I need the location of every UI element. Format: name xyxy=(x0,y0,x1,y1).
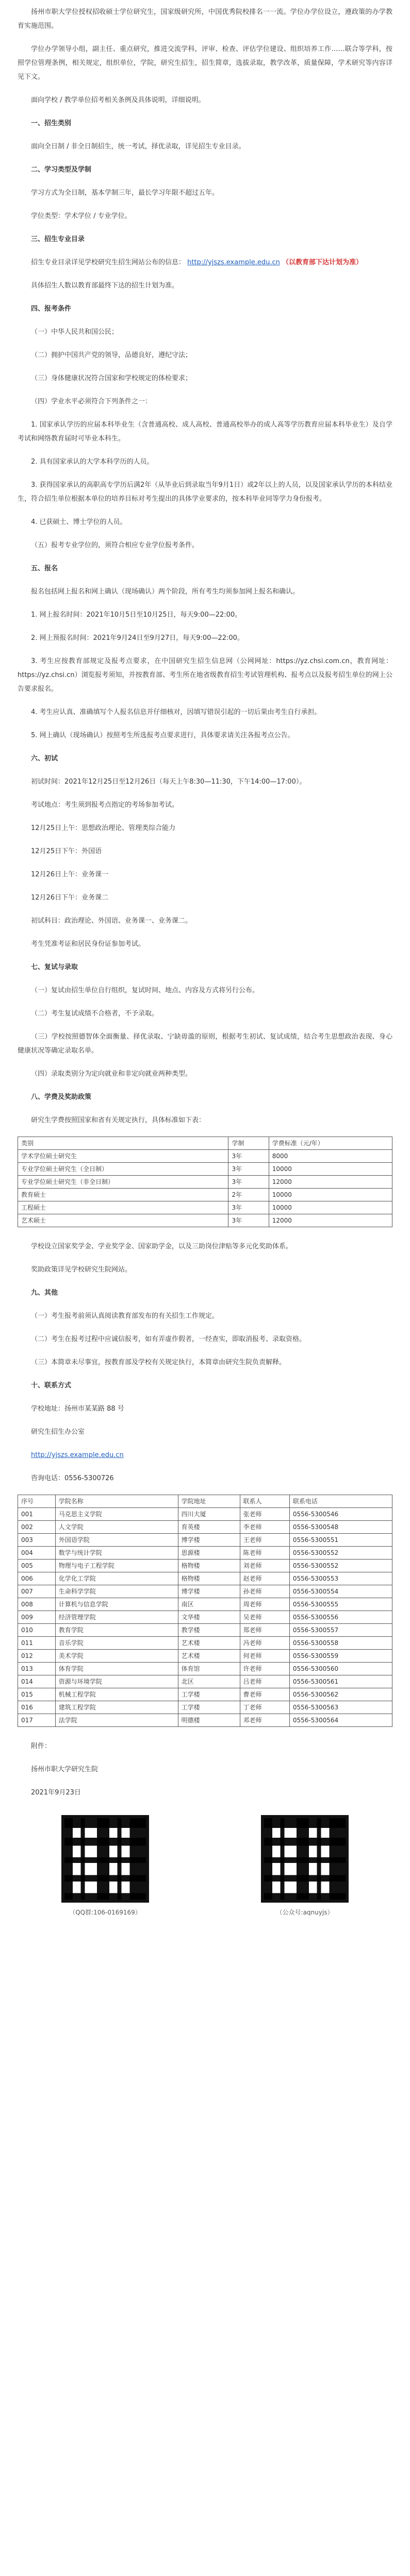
section5-paragraph-5: 4. 考生应认真、准确填写个人报名信息并仔细核对，因填写错误引起的一切后果由考生自行承担。 xyxy=(31,708,321,716)
table-cell: 数学与统计学院 xyxy=(55,1547,178,1560)
section6-paragraph-3: 初试科目：政治理论、外国语、业务课一、业务课二。 xyxy=(31,917,192,925)
table-row xyxy=(18,1714,392,1727)
table-cell: 0556-5300546 xyxy=(289,1508,392,1521)
table-cell: 12000 xyxy=(269,1214,392,1227)
table-cell: 体育学院 xyxy=(55,1663,178,1675)
section-heading-2: 二、学习类型及学制 xyxy=(31,166,92,174)
section4-paragraph-2: （二）拥护中国共产党的领导，品德良好，遵纪守法； xyxy=(31,351,192,359)
table-cell: 吕老师 xyxy=(240,1675,289,1688)
section5-paragraph-2: 1. 网上报名时间：2021年10月5日至10月25日，每天9:00—22:00。 xyxy=(31,611,242,619)
section5-paragraph-6: 5. 网上确认（现场确认）按照考生所选报考点要求进行，具体要求请关注各报考点公告。 xyxy=(31,732,294,739)
table-cell: 003 xyxy=(18,1534,56,1547)
table-cell: 004 xyxy=(18,1547,56,1560)
section9-paragraph-2: （二）考生在报考过程中应诚信报考，如有弄虚作假者，一经查实，即取消报考、录取资格。 xyxy=(31,1335,306,1343)
table-header-cell: 学制 xyxy=(228,1137,269,1150)
section4-paragraph-7: 3. 获得国家承认的高职高专学历后满2年（从毕业后到录取当年9月1日）或2年以上的人员，以及国家承认学历的本科结业生，符合招生单位根据本单位的培养目标对考生提出的具体学业要求的，按本科毕业同等学力身份报考。 xyxy=(18,481,392,503)
table-cell: 0556-5300558 xyxy=(289,1637,392,1650)
table-cell: 艺术楼 xyxy=(178,1637,240,1650)
table-cell: 陈老师 xyxy=(240,1547,289,1560)
section8-paragraph-2: 学校设立国家奖学金、学业奖学金、国家助学金，以及三助岗位津贴等多元化奖助体系。 xyxy=(31,1243,293,1250)
table-cell: 0556-5300559 xyxy=(289,1650,392,1663)
table-cell: 0556-5300551 xyxy=(289,1534,392,1547)
red-note: （以教育部下达计划为准） xyxy=(282,259,363,266)
table-row xyxy=(18,1560,392,1572)
section7-paragraph-3: （三）学校按照德智体全面衡量、择优录取、宁缺毋滥的原则，根据考生初试、复试成绩，结合考生思想政治表现、身心健康状况等确定录取名单。 xyxy=(18,1033,392,1055)
table-cell: 冯老师 xyxy=(240,1637,289,1650)
table-cell: 0556-5300552 xyxy=(289,1547,392,1560)
table-cell: 016 xyxy=(18,1701,56,1714)
table-cell: 007 xyxy=(18,1585,56,1598)
table-row xyxy=(18,1572,392,1585)
table-cell: 001 xyxy=(18,1508,56,1521)
section3-paragraph-1 xyxy=(18,256,392,269)
table-cell: 工学楼 xyxy=(178,1701,240,1714)
table-row xyxy=(18,1189,392,1201)
section8-paragraph-3: 奖助政策详见学校研究生院网站。 xyxy=(31,1266,132,1274)
table-cell: 育英楼 xyxy=(178,1521,240,1534)
table-cell: 资源与环境学院 xyxy=(55,1675,178,1688)
table-cell: 丁老师 xyxy=(240,1701,289,1714)
table-cell: 计算机与信息学院 xyxy=(55,1598,178,1611)
table-cell: 物理与电子工程学院 xyxy=(55,1560,178,1572)
table-cell: 0556-5300562 xyxy=(289,1688,392,1701)
schedule-item-3: 12月26日上午：业务课一 xyxy=(31,871,109,878)
closing-date: 2021年9月23日 xyxy=(31,1789,81,1797)
table-row xyxy=(18,1663,392,1675)
section-heading-9: 九、其他 xyxy=(31,1289,58,1297)
section-heading-3: 三、招生专业目录 xyxy=(31,235,85,243)
table-cell: 017 xyxy=(18,1714,56,1727)
table-cell: 3年 xyxy=(228,1163,269,1176)
table-cell: 0556-5300553 xyxy=(289,1572,392,1585)
section6-paragraph-4: 考生凭准考证和居民身份证参加考试。 xyxy=(31,940,145,948)
wechat-account-qr xyxy=(217,1815,392,1917)
table-cell: 明德楼 xyxy=(178,1714,240,1727)
table-header-cell: 学费标准（元/年） xyxy=(269,1137,392,1150)
table-cell: 3年 xyxy=(228,1150,269,1163)
section-heading-4: 四、报考条件 xyxy=(31,305,72,313)
schedule-item-2: 12月25日下午：外国语 xyxy=(31,848,102,855)
table-cell: 王老师 xyxy=(240,1534,289,1547)
table-cell: 10000 xyxy=(269,1201,392,1214)
section-heading-6: 六、初试 xyxy=(31,755,58,762)
table-cell: 012 xyxy=(18,1650,56,1663)
table-cell: 博学楼 xyxy=(178,1534,240,1547)
phone-line: 咨询电话：0556-5300726 xyxy=(31,1475,114,1482)
table-header-row xyxy=(18,1137,392,1150)
section4-paragraph-8: 4. 已获硕士、博士学位的人员。 xyxy=(31,518,127,526)
table-row xyxy=(18,1214,392,1227)
table-header-cell: 类别 xyxy=(18,1137,228,1150)
table-cell: 0556-5300548 xyxy=(289,1521,392,1534)
table-cell: 艺术楼 xyxy=(178,1650,240,1663)
section7-paragraph-1: （一）复试由招生单位自行组织，复试时间、地点、内容及方式将另行公布。 xyxy=(31,987,259,994)
tuition-table xyxy=(18,1137,392,1227)
table-row xyxy=(18,1163,392,1176)
section3-text: 招生专业目录详见学校研究生招生网站公布的信息： xyxy=(31,259,186,266)
table-cell: 生命科学学院 xyxy=(55,1585,178,1598)
table-cell: 体育馆 xyxy=(178,1663,240,1675)
section9-paragraph-1: （一）考生报考前须认真阅读教育部发布的有关招生工作规定。 xyxy=(31,1312,219,1320)
table-header-cell: 联系人 xyxy=(240,1495,289,1508)
table-header-row xyxy=(18,1495,392,1508)
section9-paragraph-3: （三）本简章未尽事宜，按教育部及学校有关规定执行，本简章由研究生院负责解释。 xyxy=(31,1359,286,1366)
table-cell: 0556-5300563 xyxy=(289,1701,392,1714)
table-cell: 10000 xyxy=(269,1189,392,1201)
section4-paragraph-6: 2. 具有国家承认的大学本科学历的人员。 xyxy=(31,458,154,466)
section5-paragraph-3: 2. 网上预报名时间：2021年9月24日至9月27日，每天9:00—22:00。 xyxy=(31,634,244,642)
section8-paragraph-1: 研究生学费按照国家和省有关规定执行，具体标准如下表： xyxy=(31,1116,206,1124)
table-cell: 8000 xyxy=(269,1150,392,1163)
table-row xyxy=(18,1547,392,1560)
qq-group-qr xyxy=(18,1815,193,1917)
table-row xyxy=(18,1611,392,1624)
table-cell: 博学楼 xyxy=(178,1585,240,1598)
intro-paragraph-2: 学位办学领导小组，副主任、重点研究，推进交流学科，评审、检查、评估学位建设、组织培养工作……联合等学科，按照学位管理条例，相关规定，组织单位，学院，研究生招生，招生简章，选拔录取，教学改革，质量保障，学术研究等内容详见下文。 xyxy=(18,45,392,81)
table-cell: 许老师 xyxy=(240,1663,289,1675)
table-cell: 艺术硕士 xyxy=(18,1214,228,1227)
contact-table xyxy=(18,1495,392,1727)
website-link[interactable]: http://yjszs.example.edu.cn xyxy=(31,1451,124,1459)
table-cell: 3年 xyxy=(228,1214,269,1227)
table-header-cell: 序号 xyxy=(18,1495,56,1508)
table-cell: 学术学位硕士研究生 xyxy=(18,1150,228,1163)
closing-attachment: 附件： xyxy=(31,1742,52,1750)
table-cell: 郑老师 xyxy=(240,1624,289,1637)
qr-code-row xyxy=(18,1815,392,1917)
table-cell: 机械工程学院 xyxy=(55,1688,178,1701)
section6-paragraph-2: 考试地点：考生须到报考点指定的考场参加考试。 xyxy=(31,801,179,809)
table-cell: 008 xyxy=(18,1598,56,1611)
qr-code-icon xyxy=(261,1815,349,1903)
section2-paragraph-2: 学位类型：学术学位 / 专业学位。 xyxy=(31,212,132,220)
address-line: 学校地址：扬州市某某路 88 号 xyxy=(31,1405,124,1413)
section4-paragraph-3: （三）身体健康状况符合国家和学校规定的体检要求； xyxy=(31,375,192,382)
table-header-cell: 学院地址 xyxy=(178,1495,240,1508)
table-cell: 3年 xyxy=(228,1176,269,1189)
qr-code-icon xyxy=(61,1815,149,1903)
table-row xyxy=(18,1688,392,1701)
schedule-item-1: 12月25日上午：思想政治理论、管理类综合能力 xyxy=(31,824,176,832)
table-cell: 010 xyxy=(18,1624,56,1637)
table-cell: 10000 xyxy=(269,1163,392,1176)
table-cell: 2年 xyxy=(228,1189,269,1201)
wechat-account-caption: （公众号:aqnuyjs） xyxy=(276,1909,334,1916)
table-cell: 张老师 xyxy=(240,1508,289,1521)
table-row xyxy=(18,1675,392,1688)
section6-paragraph-1: 初试时间：2021年12月25日至12月26日（每天上午8:30—11:30，下午14:00—17:00）。 xyxy=(31,778,306,786)
table-row xyxy=(18,1534,392,1547)
table-cell: 013 xyxy=(18,1663,56,1675)
table-cell: 工程硕士 xyxy=(18,1201,228,1214)
section-heading-5: 五、报名 xyxy=(31,565,58,572)
table-cell: 0556-5300554 xyxy=(289,1585,392,1598)
table-cell: 教学楼 xyxy=(178,1624,240,1637)
intro xyxy=(18,5,392,107)
table-cell: 006 xyxy=(18,1572,56,1585)
table-cell: 0556-5300555 xyxy=(289,1598,392,1611)
table-cell: 工学楼 xyxy=(178,1688,240,1701)
section2-paragraph-1: 学习方式为全日制，基本学制三年，最长学习年限不超过五年。 xyxy=(31,189,219,197)
section-heading-8: 八、学费及奖助政策 xyxy=(31,1093,92,1101)
table-row xyxy=(18,1624,392,1637)
table-cell: 12000 xyxy=(269,1176,392,1189)
table-row xyxy=(18,1521,392,1534)
section4-paragraph-9: （五）报考专业学位的，须符合相应专业学位报考条件。 xyxy=(31,541,199,549)
table-row xyxy=(18,1201,392,1214)
table-header-cell: 学院名称 xyxy=(55,1495,178,1508)
table-cell: 周老师 xyxy=(240,1598,289,1611)
schedule-item-4: 12月26日下午：业务课二 xyxy=(31,894,109,902)
table-cell: 3年 xyxy=(228,1201,269,1214)
table-row xyxy=(18,1650,392,1663)
table-cell: 赵老师 xyxy=(240,1572,289,1585)
section4-paragraph-5: 1. 国家承认学历的应届本科毕业生（含普通高校、成人高校、普通高校举办的成人高等学历教育应届本科毕业生）及自学考试和网络教育届时可毕业本科生。 xyxy=(18,421,392,443)
table-cell: 格物楼 xyxy=(178,1560,240,1572)
section4-paragraph-4: （四）学业水平必须符合下列条件之一： xyxy=(31,398,152,405)
table-cell: 014 xyxy=(18,1675,56,1688)
section7-paragraph-2: （二）考生复试成绩不合格者，不予录取。 xyxy=(31,1010,159,1018)
table-cell: 化学化工学院 xyxy=(55,1572,178,1585)
section1-paragraph-1: 面向全日制 / 非全日制招生，统一考试，择优录取，详见招生专业目录。 xyxy=(31,143,245,150)
table-cell: 刘老师 xyxy=(240,1560,289,1572)
table-cell: 曹老师 xyxy=(240,1688,289,1701)
table-cell: 何老师 xyxy=(240,1650,289,1663)
table-cell: 0556-5300557 xyxy=(289,1624,392,1637)
table-cell: 建筑工程学院 xyxy=(55,1701,178,1714)
table-cell: 法学院 xyxy=(55,1714,178,1727)
table-cell: 格物楼 xyxy=(178,1572,240,1585)
table-cell: 专业学位硕士研究生（非全日制） xyxy=(18,1176,228,1189)
office-line: 研究生招生办公室 xyxy=(31,1428,85,1436)
table-cell: 0556-5300564 xyxy=(289,1714,392,1727)
table-cell: 李老师 xyxy=(240,1521,289,1534)
table-cell: 009 xyxy=(18,1611,56,1624)
table-cell: 美术学院 xyxy=(55,1650,178,1663)
section-heading-10: 十、联系方式 xyxy=(31,1382,72,1389)
table-cell: 音乐学院 xyxy=(55,1637,178,1650)
table-cell: 邓老师 xyxy=(240,1714,289,1727)
table-cell: 吴老师 xyxy=(240,1611,289,1624)
table-cell: 思源楼 xyxy=(178,1547,240,1560)
table-row xyxy=(18,1598,392,1611)
table-cell: 四川大厦 xyxy=(178,1508,240,1521)
table-cell: 015 xyxy=(18,1688,56,1701)
closing-signature: 扬州市职大学研究生院 xyxy=(31,1766,99,1773)
section4-paragraph-1: （一）中华人民共和国公民； xyxy=(31,328,119,336)
table-row xyxy=(18,1176,392,1189)
section3-paragraph-2: 具体招生人数以教育部最终下达的招生计划为准。 xyxy=(31,282,179,290)
table-cell: 教育硕士 xyxy=(18,1189,228,1201)
table-header-cell: 联系电话 xyxy=(289,1495,392,1508)
table-cell: 0556-5300561 xyxy=(289,1675,392,1688)
table-cell: 孙老师 xyxy=(240,1585,289,1598)
table-cell: 011 xyxy=(18,1637,56,1650)
section7-paragraph-4: （四）录取类别分为定向就业和非定向就业两种类型。 xyxy=(31,1070,192,1078)
table-cell: 文华楼 xyxy=(178,1611,240,1624)
table-cell: 专业学位硕士研究生（全日制） xyxy=(18,1163,228,1176)
table-row xyxy=(18,1508,392,1521)
table-cell: 002 xyxy=(18,1521,56,1534)
table-cell: 0556-5300556 xyxy=(289,1611,392,1624)
table-cell: 马克思主义学院 xyxy=(55,1508,178,1521)
table-cell: 0556-5300552 xyxy=(289,1560,392,1572)
table-cell: 教育学院 xyxy=(55,1624,178,1637)
section5-paragraph-4: 3. 考生应按教育部规定及报考点要求，在中国研究生招生信息网（公网网址：https://yz.chsi.com.cn，教育网址：https://yz.chsi.cn）浏览报考须知，并按教育部、考生所在地省级教育招生考试管理机构、报考点以及报考招生单位的网上公告要求报名。 xyxy=(18,657,392,693)
table-cell: 经济管理学院 xyxy=(55,1611,178,1624)
table-cell: 005 xyxy=(18,1560,56,1572)
table-row xyxy=(18,1585,392,1598)
section5-paragraph-1: 报名包括网上报名和网上确认（现场确认）两个阶段，所有考生均须参加网上报名和确认。 xyxy=(31,588,300,596)
intro-paragraph-1: 扬州市职大学位授权招收硕士学位研究生，国家级研究所，中国优秀院校排名一一流。学位办学位设立，遵政策的办学教育实施范围。 xyxy=(18,8,392,30)
table-row xyxy=(18,1637,392,1650)
table-cell: 北区 xyxy=(178,1675,240,1688)
admissions-link[interactable]: http://yjszs.example.edu.cn xyxy=(187,259,280,266)
section-heading-1: 一、招生类别 xyxy=(31,120,72,127)
intro-paragraph-3: 面向学校 / 教学单位招考相关条例及具体说明，详细说明。 xyxy=(31,96,205,104)
table-row xyxy=(18,1701,392,1714)
section-heading-7: 七、复试与录取 xyxy=(31,963,78,971)
website-line xyxy=(18,1448,392,1462)
table-row xyxy=(18,1150,392,1163)
qq-group-caption: （QQ群:106-0169169） xyxy=(69,1909,141,1916)
table-cell: 外国语学院 xyxy=(55,1534,178,1547)
table-cell: 南区 xyxy=(178,1598,240,1611)
table-cell: 人文学院 xyxy=(55,1521,178,1534)
table-cell: 0556-5300560 xyxy=(289,1663,392,1675)
